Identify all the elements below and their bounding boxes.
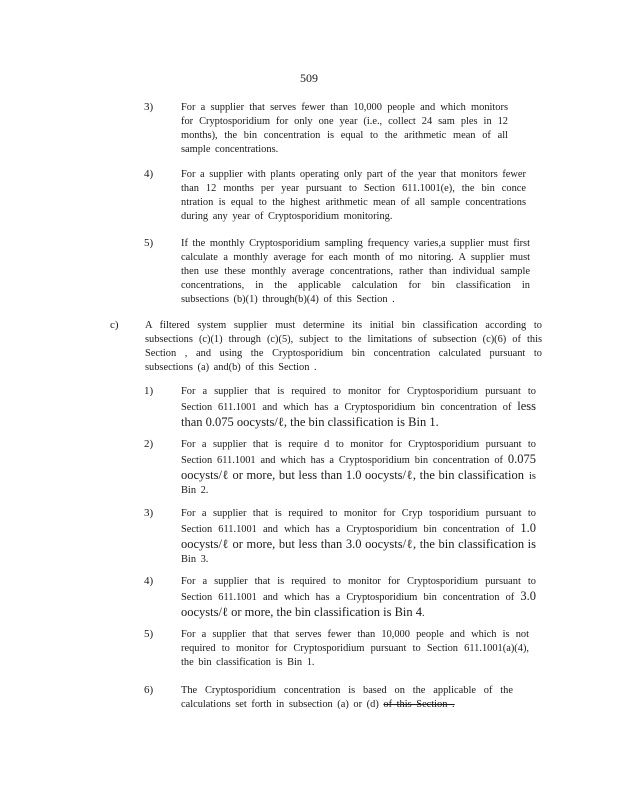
item-text-main: For a supplier that is required to monitor for Cryp tosporidium pursuant to Section 611.1001 and which has a Cryptosporidium bin concentration of <box>181 508 536 535</box>
item-text-tail: . <box>422 608 425 619</box>
item-text: For a supplier with plants operating only part of the year that monitors fewer than 12 months per year pursuant to Section 611.1001(e), the bin conce ntration is equal to the highest arithmetic mean of all sample concentrations during any year of Cryptosporidium monitoring. <box>181 169 526 222</box>
item-text <box>181 575 536 621</box>
item-text-tail: Bin 3. <box>181 554 209 565</box>
item-text-large: 3.0 oocysts/ℓ or more, the bin classification is Bin 4 <box>181 589 536 619</box>
item-label: c) <box>110 319 119 331</box>
item-label: 1) <box>144 385 154 397</box>
item-text-main: For a supplier that is required to monitor for Cryptosporidium pursuant to Section 611.1001 and which has a Cryptosporidium bin concentration of <box>181 386 536 413</box>
item-text-large: 0.075 oocysts/ℓ or more, but less than 1.0 oocysts/ℓ, the bin classification <box>181 452 536 482</box>
item-text-tail: is Bin 2. <box>181 471 536 496</box>
item-label: 5) <box>144 628 154 640</box>
item-label: 4) <box>144 168 154 180</box>
item-label: 5) <box>144 237 154 249</box>
item-text-large: less than 0.075 oocysts/ℓ, the bin classification is Bin 1. <box>181 399 536 429</box>
item-text: A filtered system supplier must determine its initial bin classification according to subsections (c)(1) through (c)(5), subject to the limitations of subsection (c)(6) of this Section , and using the Cryptosporidium bin concentration calculated pursuant to subsections (a) and(b) of this Section . <box>145 320 542 373</box>
item-text <box>181 684 513 712</box>
item-text: For a supplier that serves fewer than 10,000 people and which monitors for Cryptosporidium for only one year (i.e., collect 24 sam ples in 12 months), the bin concentration is equal to the arithmetic mean of all sample concentrations. <box>181 102 508 155</box>
item-text <box>181 438 536 498</box>
item-label: 3) <box>144 507 154 519</box>
item-label: 3) <box>144 101 154 113</box>
item-text: If the monthly Cryptosporidium sampling frequency varies,a supplier must first calculate a monthly average for each month of mo nitoring. A supplier must then use these monthly average concentrations, rather than individual sample concentrations, in the applicable calculation for bin classification in subsections (b)(1) through(b)(4) of this Section . <box>181 238 530 305</box>
item-label: 2) <box>144 438 154 450</box>
item-text-large: 1.0 oocysts/ℓ or more, but less than 3.0 oocysts/ℓ, the bin classification is <box>181 521 536 551</box>
item-text-main: For a supplier that is require d to monitor for Cryptosporidium pursuant to Section 611.1001 and which has a Cryptosporidium bin concentration of <box>181 439 536 466</box>
item-text-main: For a supplier that is required to monitor for Cryptosporidium pursuant to Section 611.1001 and which has a Cryptosporidium bin concentration of <box>181 576 536 603</box>
item-label: 6) <box>144 684 154 696</box>
item-text <box>181 507 536 567</box>
item-label: 4) <box>144 575 154 587</box>
page-number: 509 <box>300 71 318 85</box>
item-text-main: The Cryptosporidium concentration is based on the applicable of the calculations set forth in subsection (a) or (d) <box>181 685 513 710</box>
item-text <box>181 385 536 431</box>
item-text: For a supplier that that serves fewer than 10,000 people and which is not required to monitor for Cryptosporidium pursuant to Section 611.1001(a)(4), the bin classification is Bin 1. <box>181 629 529 668</box>
struck-text: of this Section . <box>383 699 455 710</box>
